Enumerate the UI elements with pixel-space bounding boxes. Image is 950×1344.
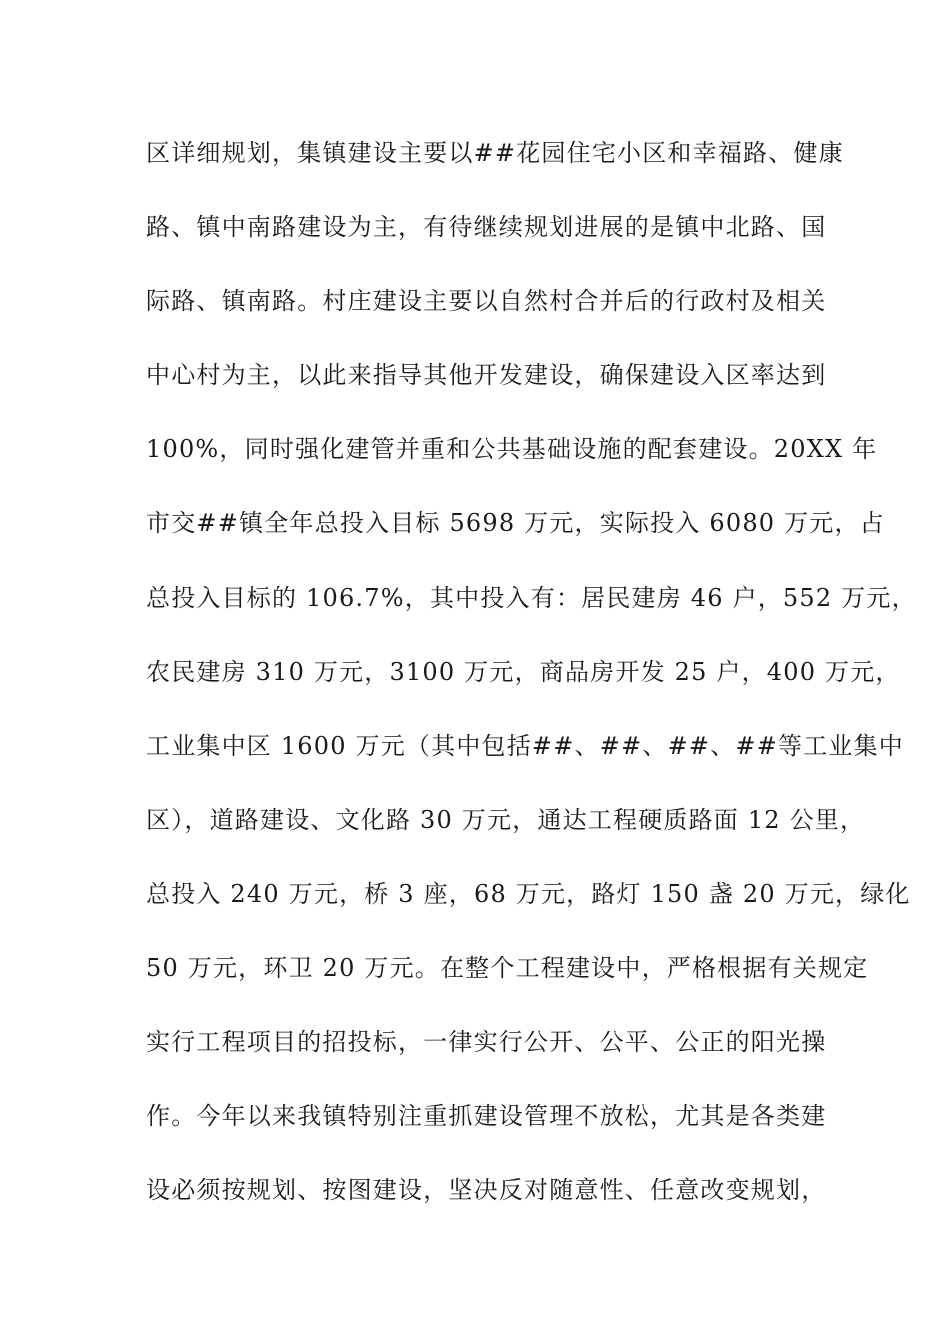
text-line: 50 万元，环卫 20 万元。在整个工程建设中，严格根据有关规定 xyxy=(146,954,869,983)
text-line: 总投入目标的 106.7%，其中投入有：居民建房 46 户，552 万元， xyxy=(146,583,917,612)
text-line: 区），道路建设、文化路 30 万元，通达工程硬质路面 12 公里， xyxy=(146,805,866,834)
text-line: 100%，同时强化建管并重和公共基础设施的配套建设。20XX 年 xyxy=(146,435,878,464)
text-line: 中心村为主，以此来指导其他开发建设，确保建设入区率达到 xyxy=(146,361,827,390)
text-line: 设必须按规划、按图建设，坚决反对随意性、任意改变规划， xyxy=(146,1176,827,1205)
body-text xyxy=(146,129,917,1240)
text-line: 际路、镇南路。村庄建设主要以自然村合并后的行政村及相关 xyxy=(146,287,827,316)
text-line: 总投入 240 万元，桥 3 座，68 万元，路灯 150 盏 20 万元，绿化 xyxy=(146,879,911,908)
text-line: 区详细规划，集镇建设主要以##花园住宅小区和幸福路、健康 xyxy=(146,139,844,167)
text-line: 农民建房 310 万元，3100 万元，商品房开发 25 户，400 万元， xyxy=(146,657,901,686)
text-line: 路、镇中南路建设为主，有待继续规划进展的是镇中北路、国 xyxy=(146,213,827,242)
text-line: 实行工程项目的招投标，一律实行公开、公平、公正的阳光操 xyxy=(146,1028,827,1057)
text-line: 作。今年以来我镇特别注重抓建设管理不放松，尤其是各类建 xyxy=(146,1102,827,1131)
text-line: 工业集中区 1600 万元（其中包括##、##、##、##等工业集中 xyxy=(146,731,905,760)
text-line: 市交##镇全年总投入目标 5698 万元，实际投入 6080 万元，占 xyxy=(146,509,885,538)
